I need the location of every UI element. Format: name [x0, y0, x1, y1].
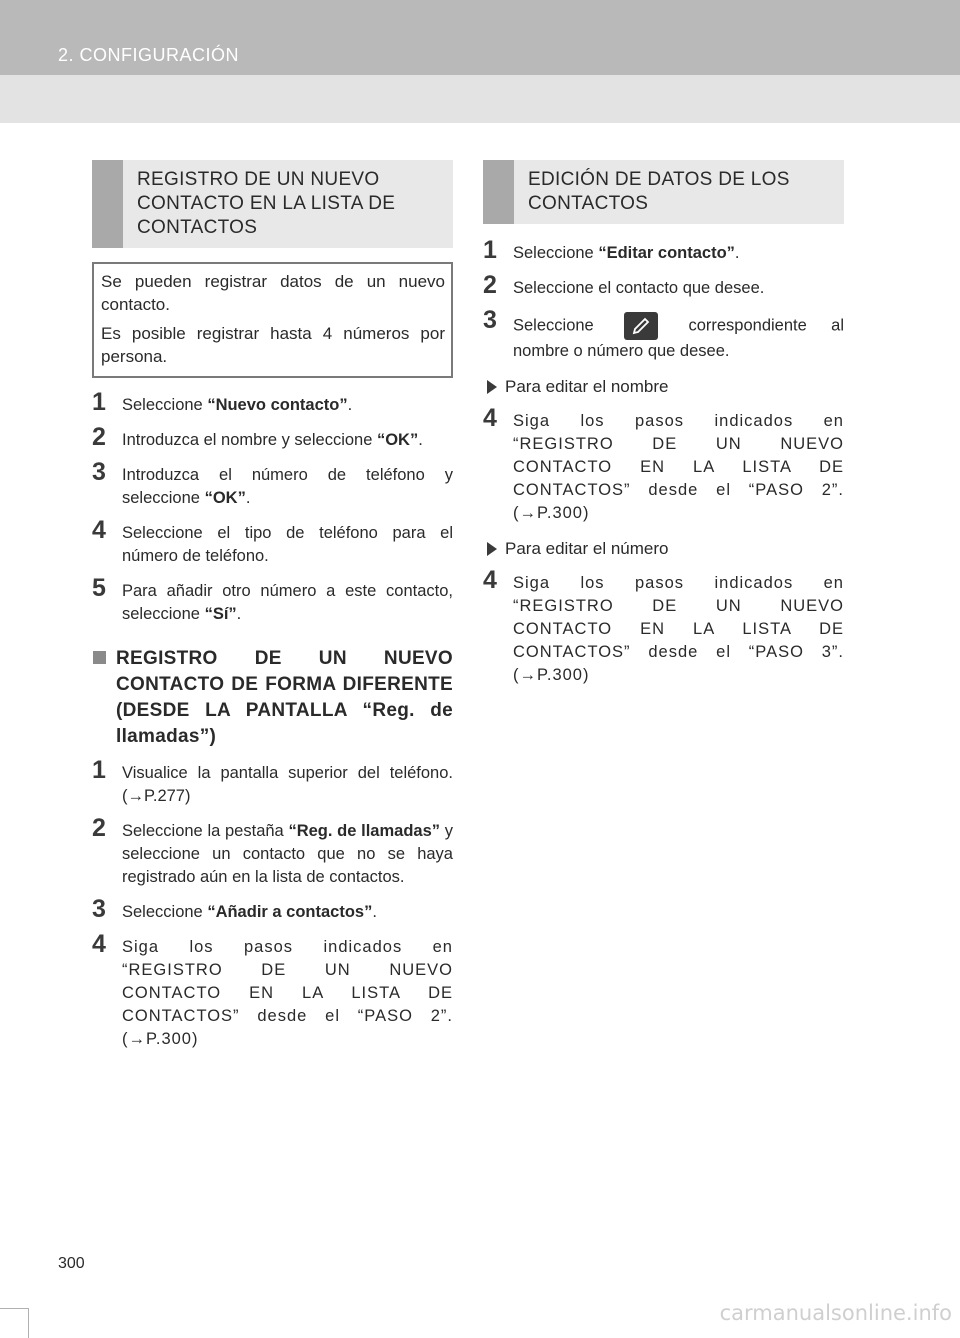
step-item — [483, 306, 844, 363]
step-number: 3 — [92, 458, 106, 486]
step-number: 2 — [92, 423, 106, 451]
step-item — [483, 271, 844, 300]
heading-accent-bar — [483, 160, 514, 224]
step-item — [92, 574, 453, 626]
step-text: Seleccione — [122, 396, 208, 414]
section-title: 2. CONFIGURACIÓN — [58, 45, 240, 65]
step-text: Siga los pasos indicados en “REGISTRO DE UN NUEVO CONTACTO EN LA LISTA DE CONTACTOS” desde el “PASO 2”. (→P.300) — [513, 412, 844, 522]
left-column — [92, 160, 453, 1051]
step-text-end: . — [734, 244, 740, 262]
step-text-end: . — [418, 431, 423, 449]
step-text: Seleccione el contacto que desee. — [513, 279, 765, 297]
crop-mark — [0, 1308, 28, 1309]
right-triangle-icon — [487, 542, 497, 556]
step-number: 4 — [483, 566, 498, 594]
heading-text: EDICIÓN DE DATOS DE LOS CONTACTOS — [528, 169, 790, 214]
crop-mark — [28, 1308, 29, 1338]
step-item — [483, 404, 844, 525]
watermark: carmanualsonline.info — [719, 1301, 952, 1325]
step-text-end: . — [245, 489, 251, 507]
step-text: Seleccione la pestaña — [122, 822, 289, 840]
arrow-note-text: Para editar el número — [505, 539, 669, 558]
step-number: 5 — [92, 574, 106, 602]
step-option: “OK” — [204, 489, 246, 507]
step-number: 3 — [483, 306, 497, 334]
step-number: 4 — [92, 930, 107, 958]
heading-text: REGISTRO DE UN NUEVO CONTACTO EN LA LISTA DE CONTACTOS — [137, 169, 396, 238]
step-number: 1 — [483, 236, 497, 264]
right-column — [483, 160, 844, 687]
step-text: Para añadir otro número a este contacto, seleccione — [122, 582, 453, 623]
arrow-note-number — [483, 537, 844, 560]
step-option: “Sí” — [204, 605, 237, 623]
right-triangle-icon — [487, 380, 497, 394]
step-item — [92, 388, 453, 417]
step-number: 3 — [92, 895, 106, 923]
step-text-end: . — [347, 396, 353, 414]
step-item — [92, 814, 453, 889]
section-heading-register — [92, 160, 453, 248]
pencil-edit-icon — [624, 312, 658, 340]
step-text: Seleccione — [122, 903, 208, 921]
step-item — [483, 566, 844, 687]
step-number: 1 — [92, 756, 106, 784]
step-option: “OK” — [376, 431, 419, 449]
page-number: 300 — [58, 1255, 85, 1272]
step-item — [92, 930, 453, 1051]
register-steps — [92, 388, 453, 626]
step-item — [92, 895, 453, 924]
step-text: Siga los pasos indicados en “REGISTRO DE UN NUEVO CONTACTO EN LA LISTA DE CONTACTOS” desde el “PASO 2”. (→P.300) — [122, 938, 453, 1048]
step-option: “Añadir a contactos” — [207, 903, 373, 921]
step-number: 4 — [92, 516, 106, 544]
step-number: 2 — [92, 814, 106, 842]
step-number: 2 — [483, 271, 497, 299]
square-bullet-icon — [93, 651, 106, 664]
step-item — [92, 423, 453, 452]
step-item — [483, 236, 844, 265]
step-text-end: correspondiente al nombre o número que desee. — [513, 316, 844, 360]
step-number: 4 — [483, 404, 498, 432]
step-text: Siga los pasos indicados en “REGISTRO DE UN NUEVO CONTACTO EN LA LISTA DE CONTACTOS” desde el “PASO 3”. (→P.300) — [513, 574, 844, 684]
step-option: “Nuevo contacto” — [207, 396, 348, 414]
step-option: “Editar contacto” — [598, 244, 735, 262]
step-text-end: . — [236, 605, 242, 623]
step-text: Visualice la pantalla superior del teléfono. (→P.277) — [122, 764, 453, 805]
note-line: Es posible registrar hasta 4 números por persona. — [101, 324, 445, 366]
step-text-end: y seleccione un contacto que no se haya registrado aún en la lista de contactos. — [122, 822, 453, 886]
note-line: Se pueden registrar datos de un nuevo contacto. — [101, 272, 445, 314]
step-text-end: . — [372, 903, 377, 921]
step-text: Introduzca el nombre y seleccione — [122, 431, 377, 449]
subheading-text: REGISTRO DE UN NUEVO CONTACTO DE FORMA DIFERENTE (DESDE LA PANTALLA “Reg. de llamadas”) — [116, 648, 453, 747]
subheading-alt-register — [92, 646, 453, 750]
step-item — [92, 458, 453, 510]
arrow-note-name — [483, 375, 844, 398]
step-item — [92, 516, 453, 568]
step-text: Seleccione el tipo de teléfono para el número de teléfono. — [122, 524, 453, 565]
alt-register-steps — [92, 756, 453, 1051]
section-heading-edit — [483, 160, 844, 224]
info-note-box — [92, 262, 453, 378]
step-item — [92, 756, 453, 808]
heading-accent-bar — [92, 160, 123, 248]
step-text: Seleccione — [513, 244, 599, 262]
step-number: 1 — [92, 388, 106, 416]
step-text: Introduzca el número de teléfono y seleccione — [122, 466, 453, 507]
step-text: Seleccione — [513, 316, 594, 335]
step-option: “Reg. de llamadas” — [288, 822, 441, 840]
arrow-note-text: Para editar el nombre — [505, 377, 669, 396]
